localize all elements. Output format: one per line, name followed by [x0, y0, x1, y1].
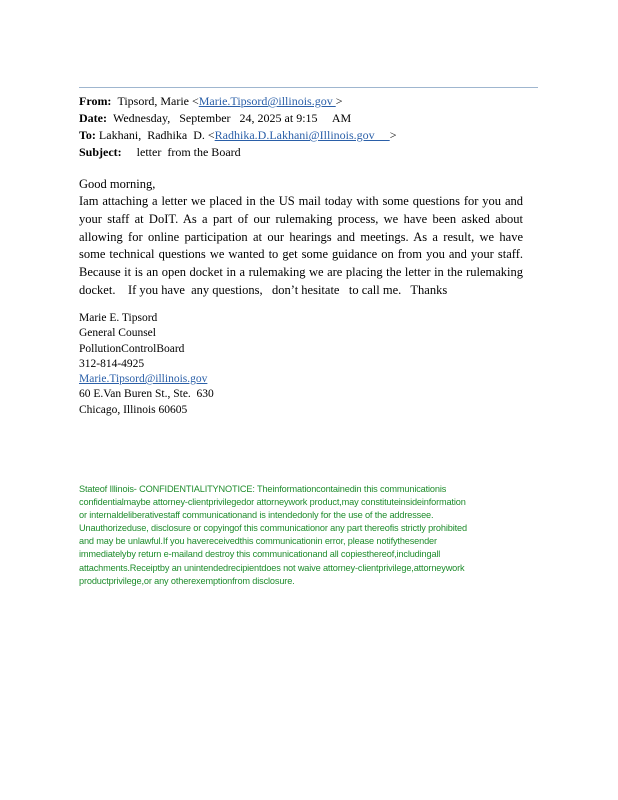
body-line: docket. If you have any questions, don’t hesitate to call me. Thanks	[79, 282, 448, 297]
body-line: your staff at DoIT. As a part of our rulemaking process, we have been asked about	[79, 211, 523, 226]
to-name: Lakhani, Radhika D. <	[98, 128, 215, 142]
notice-line: Stateof Illinois- CONFIDENTIALITYNOTICE: Theinformationcontainedin this communicationis	[79, 484, 447, 494]
signature-org: PollutionControlBoard	[79, 342, 185, 355]
signature-phone: 312-814-4925	[79, 357, 145, 370]
date-row	[79, 111, 351, 126]
signature-address-line2: Chicago, Illinois 60605	[79, 403, 188, 416]
body-line: some technical questions we wanted to get some guidance on from you and your staff.	[79, 247, 523, 262]
header-divider	[79, 87, 538, 88]
body-line: Iam attaching a letter we placed in the US mail today with some questions for you and	[79, 194, 523, 208]
message-body	[79, 193, 523, 300]
to-label: To:	[79, 128, 96, 142]
signature-address-line1: 60 E.Van Buren St., Ste. 630	[79, 388, 214, 401]
subject-value: letter from the Board	[136, 145, 241, 159]
signature-name: Marie E. Tipsord	[79, 312, 158, 324]
subject-label: Subject:	[79, 145, 122, 159]
notice-line: immediatelyby return e-mailand destroy this communicationand all copiesthereof,includingall	[79, 549, 441, 560]
from-row	[79, 94, 343, 109]
to-row	[79, 128, 396, 143]
from-name: Tipsord, Marie <	[117, 94, 199, 108]
signature-block	[79, 311, 214, 418]
subject-row	[79, 145, 241, 160]
notice-line: attachments.Receiptby an unintendedrecipientdoes not waive attorney-clientprivilege,attorneywork	[79, 562, 465, 573]
to-email-close: >	[389, 128, 397, 142]
to-email-link[interactable]: Radhika.D.Lakhani@Illinois.gov	[214, 128, 390, 142]
confidentiality-notice	[79, 483, 541, 588]
greeting: Good morning,	[79, 177, 156, 191]
notice-line: productprivilege,or any otherexemptionfrom disclosure.	[79, 575, 295, 586]
signature-email-link[interactable]: Marie.Tipsord@illinois.gov	[79, 373, 208, 386]
signature-title: General Counsel	[79, 327, 156, 340]
notice-line: and may be unlawful.If you havereceivedthis communicationin error, please notifythesender	[79, 536, 437, 547]
body-line: Because it is an open docket in a rulemaking we are placing the letter in the rulemaking	[79, 265, 523, 280]
notice-line: confidentialmaybe attorney-clientprivilegedor attorneywork product,may constituteinsideinformation	[79, 497, 466, 508]
from-label: From:	[79, 94, 112, 108]
from-email-close: >	[335, 94, 343, 108]
notice-line: Unauthorizeduse, disclosure or copyingof this communicationor any part thereofis strictly prohibited	[79, 523, 467, 534]
date-label: Date:	[79, 111, 107, 125]
from-email-link[interactable]: Marie.Tipsord@illinois.gov	[198, 94, 336, 108]
notice-line: or internaldeliberativestaff communicationand is intendedonly for the use of the addressee.	[79, 510, 434, 521]
body-line: allowing for online participation at our hearings and meetings. As a result, we have	[79, 229, 523, 244]
date-value: Wednesday, September 24, 2025 at 9:15 AM	[112, 111, 352, 125]
